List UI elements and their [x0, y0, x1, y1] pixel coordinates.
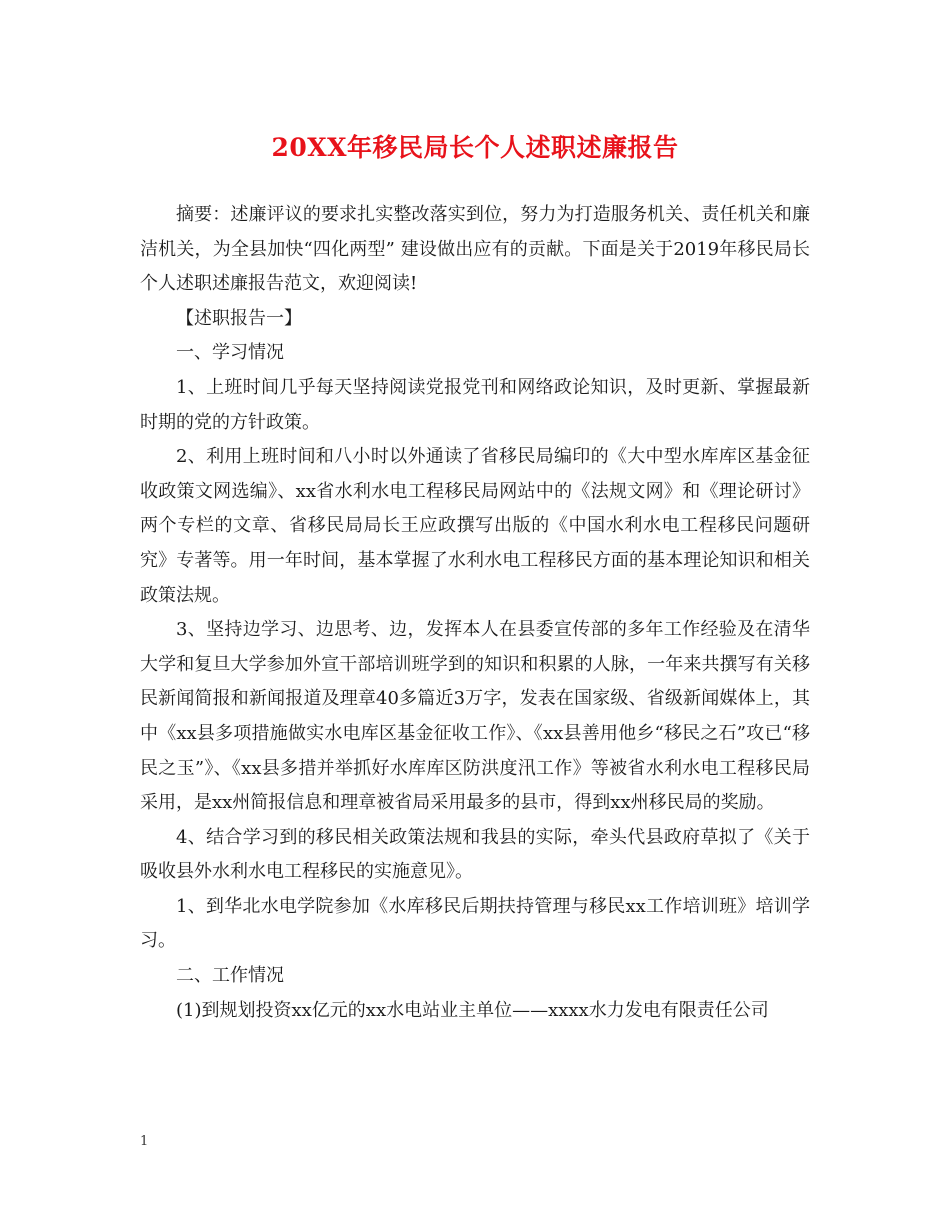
body-paragraph: 3、坚持边学习、边思考、边，发挥本人在县委宣传部的多年工作经验及在清华大学和复旦大学参加外宣干部培训班学到的知识和积累的人脉，一年来共撰写有关移民新闻简报和新闻报道及理章40多篇近3万字，发表在国家级、省级新闻媒体上，其中《xx县多项措施做实水电库区基金征收工作》、《xx县善用他乡“移民之石”攻已“移民之玉”》、《xx县多措并举抓好水库库区防洪度汛工作》等被省水利水电工程移民局采用，是xx州简报信息和理章被省局采用最多的县市，得到xx州移民局的奖励。 — [140, 619, 810, 814]
document-body — [140, 198, 810, 1028]
document-title: 20XX年移民局长个人述职述廉报告 — [271, 133, 679, 162]
page-number: 1 — [140, 1134, 149, 1149]
section-heading-report-one: 【述职报告一】 — [176, 307, 302, 329]
abstract-paragraph: 摘要：述廉评议的要求扎实整改落实到位，努力为打造服务机关、责任机关和廉洁机关，为全县加快“四化两型” 建设做出应有的贡献。下面是关于2019年移民局长个人述职述廉报告范文，欢迎阅读! — [140, 204, 810, 295]
body-paragraph: 2、利用上班时间和八小时以外通读了省移民局编印的《大中型水库库区基金征收政策文网选编》、xx省水利水电工程移民局网站中的《法规文网》和《理论研讨》两个专栏的文章、省移民局局长王应政撰写出版的《中国水利水电工程移民问题研究》专著等。用一年时间，基本掌握了水利水电工程移民方面的基本理论知识和相关政策法规。 — [140, 446, 810, 606]
body-paragraph: 1、上班时间几乎每天坚持阅读党报党刊和网络政论知识，及时更新、掌握最新时期的党的方针政策。 — [140, 376, 810, 433]
body-paragraph: 4、结合学习到的移民相关政策法规和我县的实际，牵头代县政府草拟了《关于吸收县外水利水电工程移民的实施意见》。 — [140, 826, 810, 883]
section-heading-study: 一、学习情况 — [176, 342, 284, 364]
section-heading-work: 二、工作情况 — [176, 965, 284, 987]
body-paragraph: 1、到华北水电学院参加《水库移民后期扶持管理与移民xx工作培训班》培训学习。 — [140, 895, 810, 952]
body-paragraph: (1)到规划投资xx亿元的xx水电站业主单位——xxxx水力发电有限责任公司 — [176, 999, 769, 1021]
